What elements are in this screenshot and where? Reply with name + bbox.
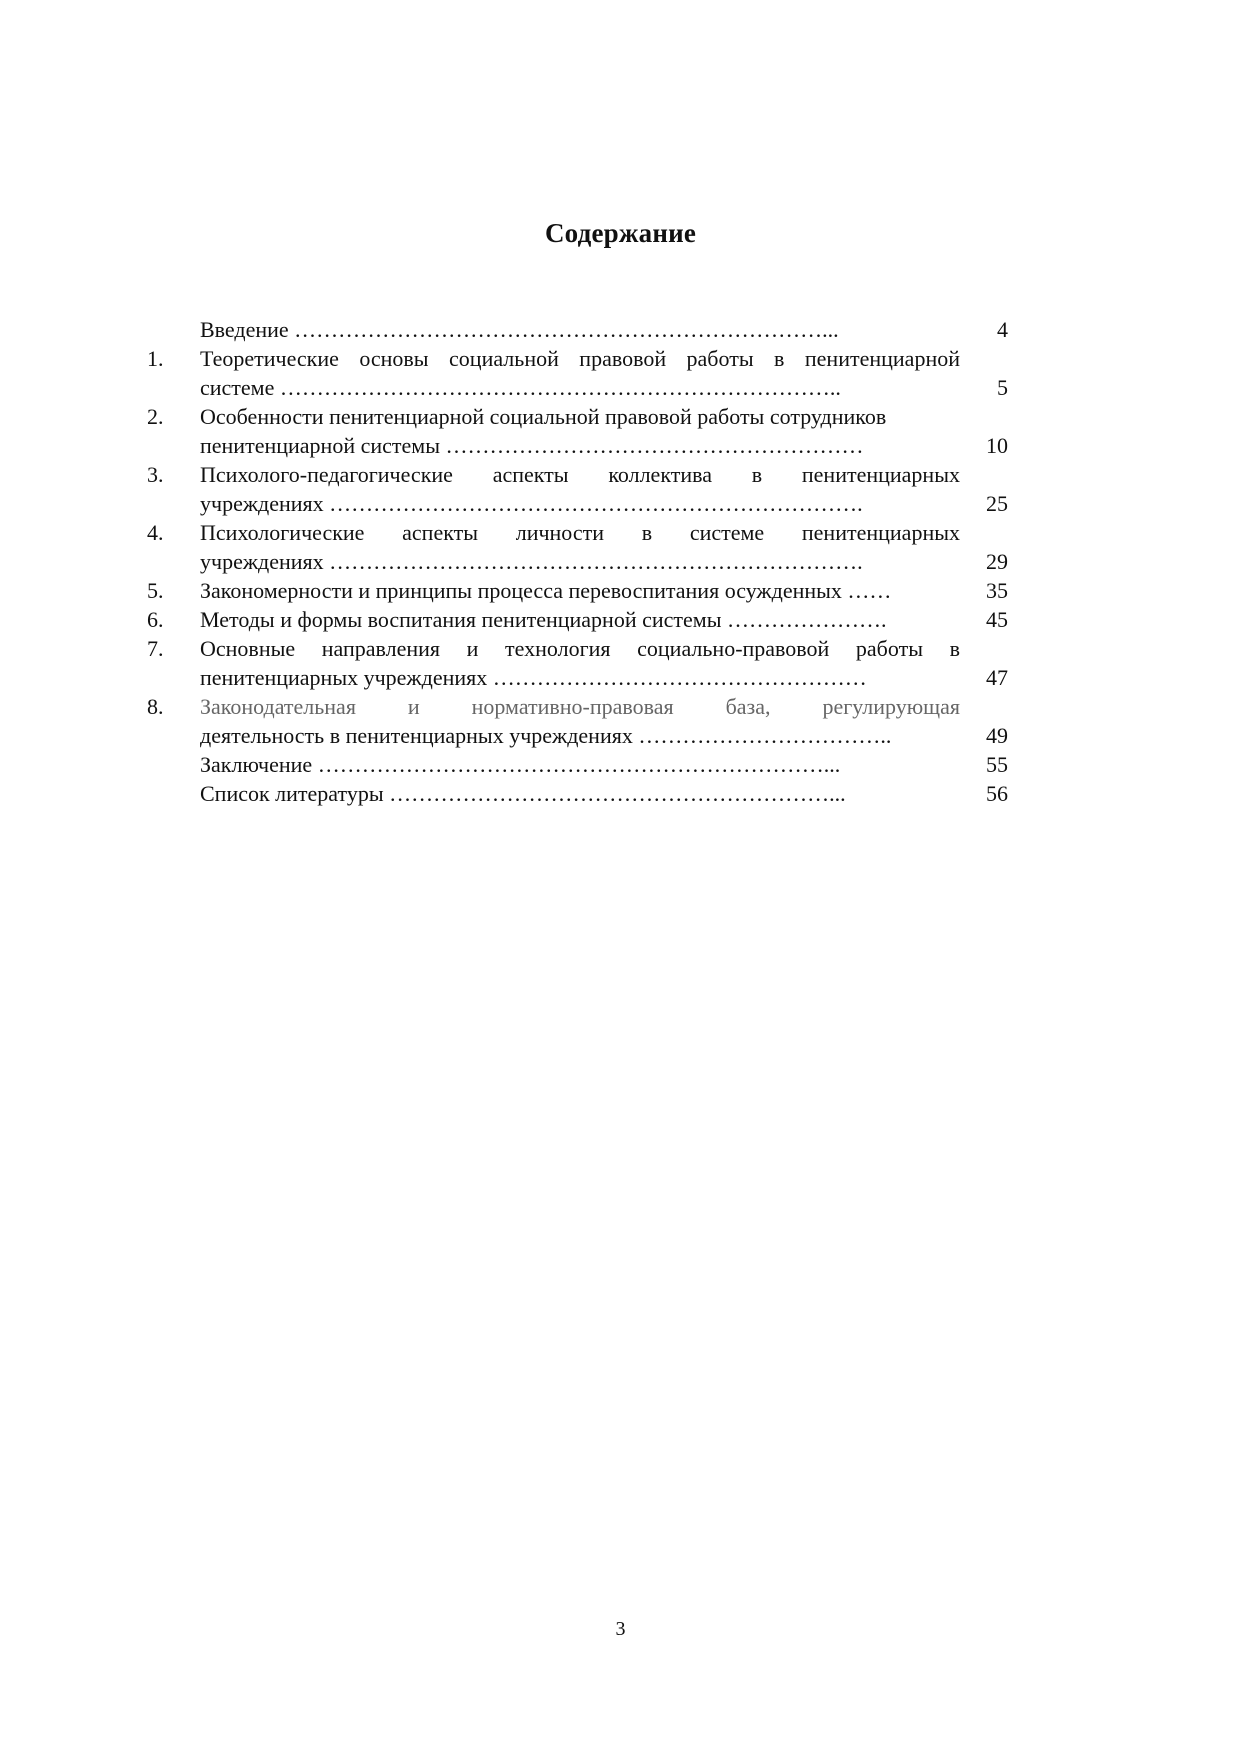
toc-page-number: 10 xyxy=(986,433,1008,458)
toc-page-number: 5 xyxy=(997,375,1008,400)
toc-entry-text: Психолого-педагогические аспекты коллектива в пенитенциарных xyxy=(200,462,960,487)
toc-entry-3 xyxy=(0,460,1241,518)
toc-entry-text: Методы и формы воспитания пенитенциарной системы …………………. xyxy=(200,607,887,632)
toc-entry-text: Введение ………………………………………………………………... xyxy=(200,317,839,342)
toc-entry-5 xyxy=(0,576,1241,605)
page-title: Содержание xyxy=(544,218,697,248)
toc-entry-2 xyxy=(0,402,1241,460)
toc-entry-text: учреждениях ………………………………………………………………. xyxy=(200,549,863,574)
toc-entry-text: Заключение ……………………………………………………………... xyxy=(200,752,841,777)
toc-entry-number: 8. xyxy=(147,694,164,719)
toc-entry-1 xyxy=(0,344,1241,402)
toc-entry-text: Список литературы ……………………………………………………... xyxy=(200,781,846,806)
toc-page-number: 45 xyxy=(986,607,1008,632)
toc-entry-8 xyxy=(0,692,1241,750)
toc-entry-number: 4. xyxy=(147,520,164,545)
toc-entry-text: учреждениях ………………………………………………………………. xyxy=(200,491,863,516)
toc-page-number: 25 xyxy=(986,491,1008,516)
toc-page-number: 56 xyxy=(986,781,1008,806)
toc-entry-references xyxy=(0,779,1241,808)
toc-entry-number: 3. xyxy=(147,462,164,487)
toc-entry-text: системе ………………………………………………………………….. xyxy=(200,375,841,400)
toc-page-number: 35 xyxy=(986,578,1008,603)
toc-entry-7 xyxy=(0,634,1241,692)
toc-entry-number: 7. xyxy=(147,636,164,661)
toc-entry-number: 5. xyxy=(147,578,164,603)
toc-entry-text: Теоретические основы социальной правовой работы в пенитенциарной xyxy=(200,346,960,371)
toc-entry-4 xyxy=(0,518,1241,576)
toc-entry-number: 1. xyxy=(147,346,164,371)
toc-entry-text: Основные направления и технология социально-правовой работы в xyxy=(200,636,960,661)
toc-entry-text: деятельность в пенитенциарных учреждениях …………………………….. xyxy=(200,723,892,748)
toc-entry-text: Психологические аспекты личности в системе пенитенциарных xyxy=(200,520,960,545)
toc-entry-number: 2. xyxy=(147,404,164,429)
toc-entry-conclusion xyxy=(0,750,1241,779)
table-of-contents xyxy=(0,315,1241,808)
toc-page-number: 55 xyxy=(986,752,1008,777)
toc-entry-introduction xyxy=(0,315,1241,344)
toc-entry-number: 6. xyxy=(147,607,164,632)
toc-page-number: 49 xyxy=(986,723,1008,748)
toc-entry-text: пенитенциарной системы ………………………………………………… xyxy=(200,433,864,458)
toc-page-number: 29 xyxy=(986,549,1008,574)
toc-entry-text: Законодательная и нормативно-правовая база, регулирующая xyxy=(200,694,960,719)
toc-entry-text: Закономерности и принципы процесса перевоспитания осужденных …… xyxy=(200,578,892,603)
toc-entry-text: Особенности пенитенциарной социальной правовой работы сотрудников xyxy=(200,404,887,429)
toc-page-number: 4 xyxy=(997,317,1008,342)
page-number: 3 xyxy=(615,1618,626,1640)
toc-entry-text: пенитенциарных учреждениях …………………………………………… xyxy=(200,665,867,690)
toc-page-number: 47 xyxy=(986,665,1008,690)
toc-entry-6 xyxy=(0,605,1241,634)
